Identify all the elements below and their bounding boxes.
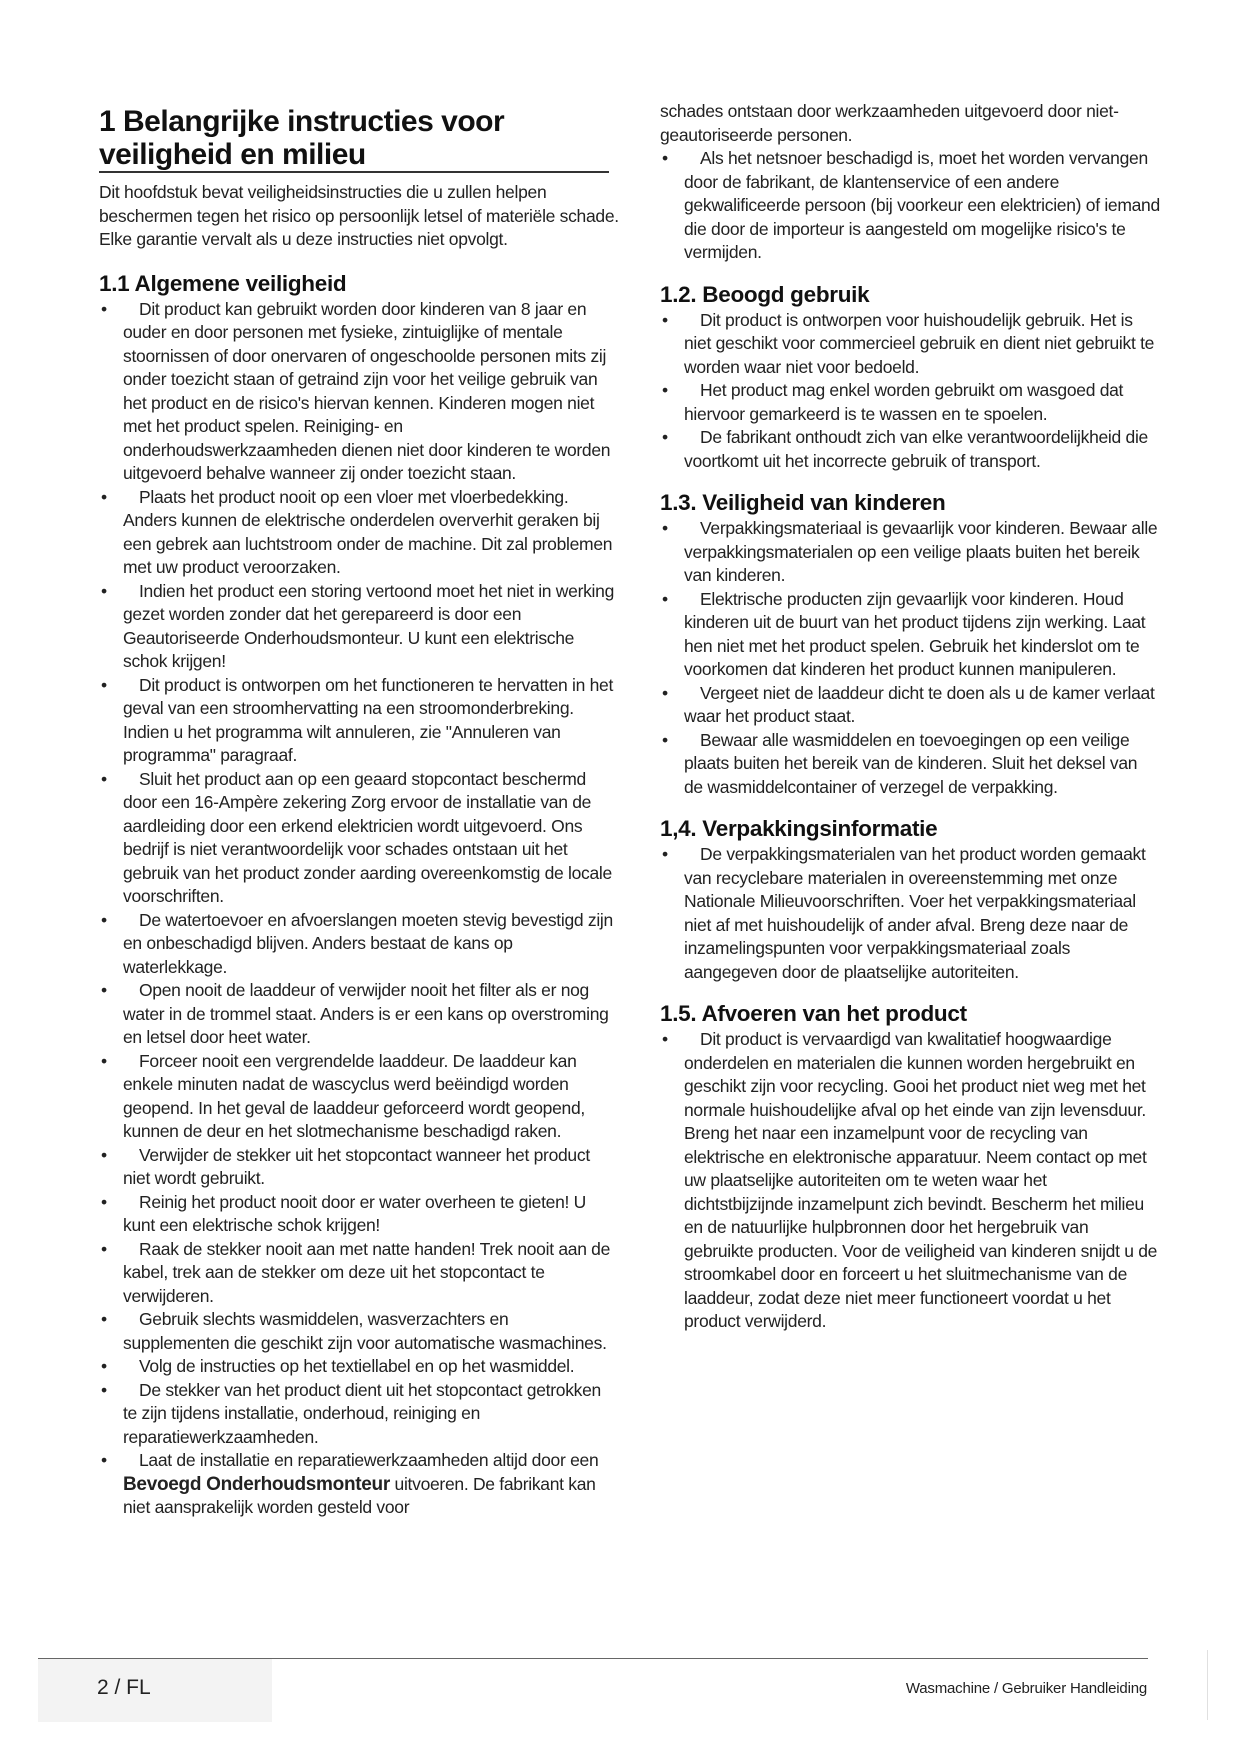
list-item-text: Volg de instructies op het textiellabel en op het wasmiddel. [139,1356,575,1376]
packaging-list [660,843,1160,984]
list-item-text: Sluit het product aan op een geaard stopcontact beschermd door een 16-Ampère zekering Zorg ervoor de installatie van de aardleiding door een erkend elektricien wordt uitgevoerd. Ons bedrijf is niet verantwoordelijk voor schades ontstaan uit het gebruik van het product zonder aarding overeenkomstig de locale voorschriften. [123,768,612,906]
list-item [99,909,619,980]
bullet: • [101,1050,107,1071]
list-item-text: Dit product is vervaardigd van kwalitatief hoogwaardige onderdelen en materialen die kunnen worden hergebruikt en geschikt zijn voor recycling. Gooi het product niet weg met het normale huishoudelijke afval op het einde van zijn levensduur. Breng het naar een inzamelpunt voor de recycling van elektrische en elektronische apparatuur. Neem contact op met uw plaatselijke autoriteiten om te weten waar het dichtstbijzijnde inzamelpunt zich bevindt. Bescherm het milieu en de natuurlijke hulpbronnen door het hergebruik van gebruikte producten. Voor de veiligheid van kinderen snijdt u de stroomkabel door en forceert u het sluitmechanisme van de laaddeur, zodat deze niet meer functioneert voordat u het product verwijderd. [684,1029,1158,1331]
list-item-text: Het product mag enkel worden gebruikt om wasgoed dat hiervoor gemarkeerd is te wassen en te spoelen. [684,380,1124,424]
bullet: • [662,380,668,400]
list-item [99,1379,619,1450]
child-safety-list [660,517,1160,799]
list-item-text: Vergeet niet de laaddeur dicht te doen als u de kamer verlaat waar het product staat. [684,682,1155,726]
list-item [99,1238,619,1309]
bullet: • [662,309,668,330]
list-item-text: Forceer nooit een vergrendelde laaddeur. De laaddeur kan enkele minuten nadat de wascyclus werd beëindigd worden geopend. In het geval de laaddeur geforceerd wordt geopend, kunnen de deur en het slotmechanisme beschadigd raken. [123,1050,585,1141]
list-item [660,517,1160,588]
section-title-packaging: 1,4. Verpakkingsinformatie [660,816,938,841]
bullet: • [101,1191,107,1212]
list-item [99,768,619,909]
bullet: • [101,1144,107,1165]
bullet: • [101,1309,107,1329]
bullet: • [662,1029,668,1049]
list-item [660,309,1160,380]
list-item-text: Bewaar alle wasmiddelen en toevoegingen op een veilige plaats buiten het bereik van de kinderen. Sluit het deksel van de wasmiddelcontainer of verzegel de verpakking. [684,729,1138,797]
continued-text: schades ontstaan door werkzaamheden uitgevoerd door niet-geautoriseerde personen. [660,101,1119,145]
bullet: • [101,1379,107,1400]
bullet: • [662,427,668,447]
section-title-disposal: 1.5. Afvoeren van het product [660,1001,967,1026]
list-item [660,843,1160,984]
list-item-text: Raak de stekker nooit aan met natte handen! Trek nooit aan de kabel, trek aan de stekker om deze uit het stopcontact te verwijderen. [123,1238,611,1306]
bullet: • [101,1356,107,1376]
list-item-text: Verwijder de stekker uit het stopcontact wanneer het product niet wordt gebruikt. [123,1144,590,1188]
general-safety-list [99,298,619,1450]
disposal-list [660,1028,1160,1334]
section-title-intended-use: 1.2. Beoogd gebruik [660,281,870,307]
bullet: • [101,1450,107,1470]
list-item [660,729,1160,800]
list-item-text: Elektrische producten zijn gevaarlijk voor kinderen. Houd kinderen uit de buurt van het product tijdens zijn werking. Laat hen niet met het product spelen. Gebruik het kinderslot om te voorkomen dat kinderen het product kunnen manipuleren. [684,588,1146,679]
list-item-text: Plaats het product nooit op een vloer met vloerbedekking. Anders kunnen de elektrische onderdelen oververhit geraken bij een gebrek aan luchtstroom onder de machine. Dit zal problemen met uw product veroorzaken. [123,486,613,577]
section-title-general-safety: 1.1 Algemene veiligheid [99,270,347,296]
list-item-text: Gebruik slechts wasmiddelen, wasverzachters en supplementen die geschikt zijn voor automatische wasmachines. [123,1309,607,1353]
list-item [660,588,1160,682]
footer-document-title: Wasmachine / Gebruiker Handleiding [905,1680,1147,1697]
bullet: • [101,580,107,601]
bullet: • [101,298,107,319]
page-edge-mark [1207,1650,1208,1720]
list-item [99,1050,619,1144]
bullet: • [101,768,107,789]
bullet: • [101,1238,107,1259]
list-item [660,379,1160,426]
bevoegd-text-after: uitvoeren. De fabrikant kan niet aansprakelijk worden gesteld voor [123,1473,596,1517]
bullet: • [101,486,107,507]
list-item-text: De watertoevoer en afvoerslangen moeten stevig bevestigd zijn en onbeschadigd blijven. Anders bestaat de kans op waterlekkage. [123,909,613,977]
bullet: • [101,909,107,930]
list-item-text: Open nooit de laaddeur of verwijder nooit het filter als er nog water in de trommel staat. Anders is er een kans op overstroming en letsel door heet water. [123,980,609,1047]
list-item-text: Indien het product een storing vertoond moet het niet in werking gezet worden zonder dat het gerepareerd is door een Geautoriseerde Onderhoudsmonteur. U kunt een elektrische schok krijgen! [123,580,614,671]
bullet: • [101,980,107,1000]
list-item [660,1028,1160,1334]
bullet: • [101,674,107,695]
bullet: • [662,518,668,538]
list-item [99,1449,619,1520]
list-item-text: Reinig het product nooit door er water overheen te gieten! U kunt een elektrische schok krijgen! [123,1191,587,1235]
footer-page-box [38,1659,272,1722]
bullet: • [662,682,668,703]
general-safety-last-list [99,1449,619,1520]
list-item-text: Dit product is ontworpen om het functioneren te hervatten in het geval van een stroomhervatting na een stroomonderbreking. Indien u het programma wilt annuleren, zie "Annuleren van programma" paragraaf. [123,674,614,765]
list-item-text: Verpakkingsmateriaal is gevaarlijk voor kinderen. Bewaar alle verpakkingsmaterialen op een veilige plaats buiten het bereik van kinderen. [684,518,1158,585]
list-item [99,1355,619,1379]
list-item [660,426,1160,473]
list-item [99,1308,619,1355]
list-item [99,979,619,1050]
list-item-text: De stekker van het product dient uit het stopcontact getrokken te zijn tijdens installatie, onderhoud, reiniging en reparatiewerkzaamheden. [123,1379,601,1447]
right-column [660,100,1160,1334]
bullet: • [662,148,668,168]
bullet: • [662,729,668,750]
section-title-child-safety: 1.3. Veiligheid van kinderen [660,490,946,515]
list-item [99,298,619,486]
list-item [99,674,619,768]
general-safety-extra-list [660,147,1160,265]
list-item-text: Als het netsnoer beschadigd is, moet het worden vervangen door de fabrikant, de klantenservice of een andere gekwalificeerde persoon (bij voorkeur een elektricien) of iemand die door de importeur is aangesteld om mogelijke risico's te vermijden. [684,148,1160,262]
list-item-text: Dit product is ontworpen voor huishoudelijk gebruik. Het is niet geschikt voor commercieel gebruik en dient niet gebruikt te worden waar niet voor bedoeld. [684,309,1155,377]
bevoegd-onderhoudsmonteur-bold: Bevoegd Onderhoudsmonteur [123,1473,390,1495]
chapter-intro: Dit hoofdstuk bevat veiligheidsinstructies die u zullen helpen beschermen tegen het risico op persoonlijk letsel of materiële schade. Elke garantie vervalt als u deze instructies niet opvolgt. [99,182,619,249]
bullet: • [662,588,668,609]
list-item [99,486,619,580]
bullet: • [662,844,668,864]
bevoegd-text-before: Laat de installatie en reparatiewerkzaamheden altijd door een [139,1450,599,1470]
chapter-title: 1 Belangrijke instructies voor veiligheid en milieu [99,105,609,173]
list-item [99,1191,619,1238]
list-item [99,580,619,674]
left-column [99,100,619,1520]
list-item [99,1144,619,1191]
list-item [660,147,1160,265]
list-item-text: De verpakkingsmaterialen van het product worden gemaakt van recyclebare materialen in overeenstemming met onze Nationale Milieuvoorschriften. Voer het verpakkingsmateriaal niet af met huishoudelijk of ander afval. Breng deze naar de inzamelingspunten voor verpakkingsmateriaal zoals aangegeven door de plaatselijke autoriteiten. [684,844,1146,982]
list-item [660,682,1160,729]
list-item-text: De fabrikant onthoudt zich van elke verantwoordelijkheid die voortkomt uit het incorrecte gebruik of transport. [684,427,1148,471]
intended-use-list [660,309,1160,474]
list-item-text: Dit product kan gebruikt worden door kinderen van 8 jaar en ouder en door personen met fysieke, zintuiglijke of mentale stoornissen of door onervaren of ongeschoolde personen mits zij onder toezicht staan of getraind zijn voor het veilige gebruik van het product en de risico's hiervan kennen. Kinderen mogen niet met het product spelen. Reiniging- en onderhoudswerkzaamheden dienen niet door kinderen te worden uitgevoerd behalve wanneer zij onder toezicht staan. [123,298,611,483]
page-number: 2 / FL [97,1676,151,1699]
